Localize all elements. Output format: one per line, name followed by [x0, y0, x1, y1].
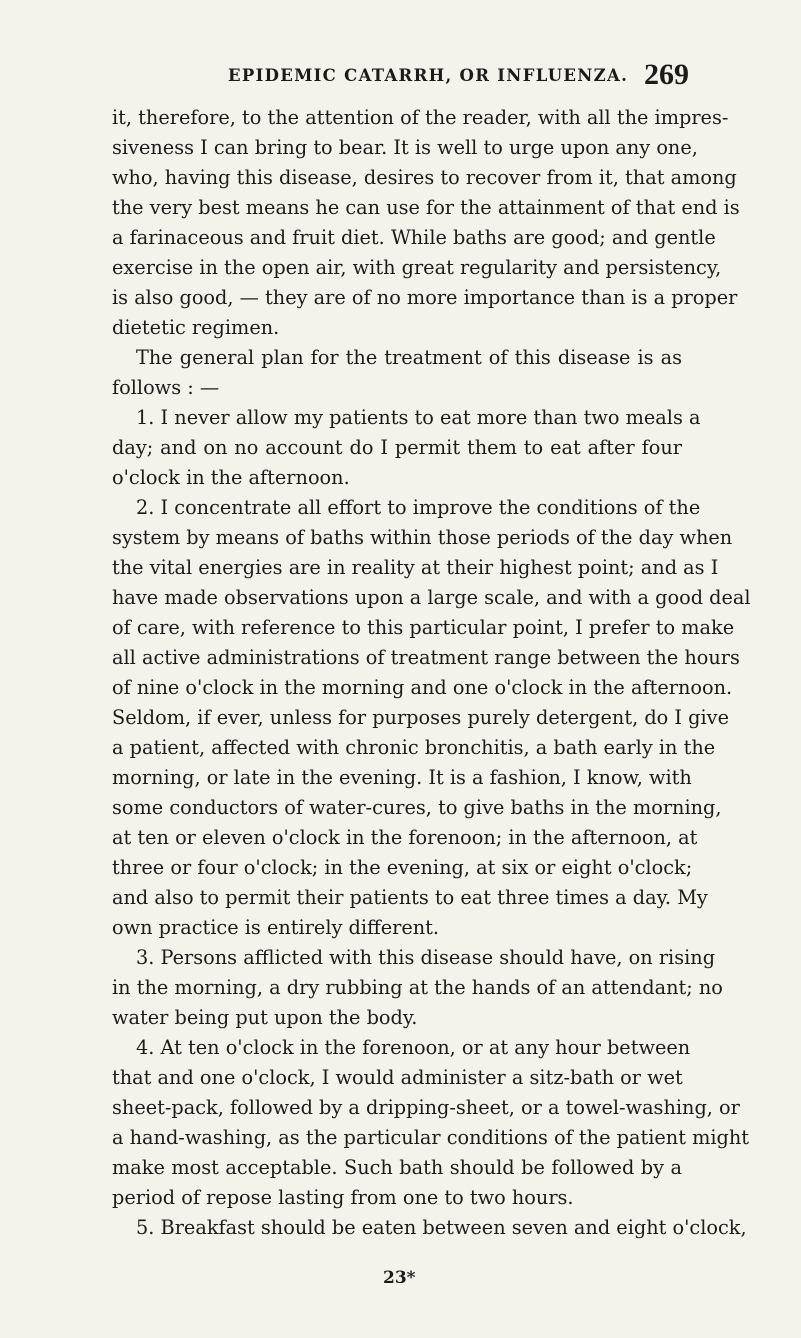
text-line: 1. I never allow my patients to eat more than two meals a [136, 406, 701, 429]
text-line: who, having this disease, desires to recover from it, that among [112, 166, 737, 189]
text-line: 4. At ten o'clock in the forenoon, or at any hour between [136, 1036, 691, 1059]
text-line: the vital energies are in reality at their highest point; and as I [112, 556, 719, 579]
text-line: it, therefore, to the attention of the reader, with all the impres- [112, 106, 729, 129]
text-line: a hand-washing, as the particular conditions of the patient might [112, 1126, 750, 1149]
text-line: some conductors of water-cures, to give baths in the morning, [112, 796, 722, 819]
text-line: make most acceptable. Such bath should be followed by a [112, 1156, 682, 1179]
text-line: siveness I can bring to bear. It is well to urge upon any one, [112, 136, 698, 159]
text-line: a farinaceous and fruit diet. While baths are good; and gentle [112, 226, 716, 249]
text-line: 3. Persons afflicted with this disease should have, on rising [136, 946, 716, 969]
text-line: at ten or eleven o'clock in the forenoon; in the afternoon, at [112, 826, 698, 849]
text-line: water being put upon the body. [112, 1006, 418, 1029]
text-line: of nine o'clock in the morning and one o'clock in the afternoon. [112, 676, 733, 699]
page-number: 269 [644, 58, 689, 91]
running-head: EPIDEMIC CATARRH, OR INFLUENZA. [228, 66, 629, 85]
signature-mark: 23* [383, 1268, 416, 1288]
text-line: the very best means he can use for the attainment of that end is [112, 196, 740, 219]
text-line: that and one o'clock, I would administer a sitz-bath or wet [112, 1066, 683, 1089]
text-line: sheet-pack, followed by a dripping-sheet, or a towel-washing, or [112, 1096, 740, 1119]
text-line: The general plan for the treatment of this disease is as [136, 346, 682, 369]
text-line: is also good, — they are of no more importance than is a proper [112, 286, 738, 309]
text-line: of care, with reference to this particular point, I prefer to make [112, 616, 735, 639]
text-line: period of repose lasting from one to two hours. [112, 1186, 574, 1209]
text-line: o'clock in the afternoon. [112, 466, 350, 489]
text-line: in the morning, a dry rubbing at the hands of an attendant; no [112, 976, 723, 999]
text-line: own practice is entirely different. [112, 916, 440, 939]
text-line: and also to permit their patients to eat three times a day. My [112, 886, 708, 909]
text-line: have made observations upon a large scale, and with a good deal [112, 586, 751, 609]
text-line: 2. I concentrate all effort to improve the conditions of the [136, 496, 701, 519]
text-line: three or four o'clock; in the evening, at six or eight o'clock; [112, 856, 693, 879]
text-line: Seldom, if ever, unless for purposes purely detergent, do I give [112, 706, 729, 729]
text-line: dietetic regimen. [112, 316, 280, 339]
text-line: morning, or late in the evening. It is a fashion, I know, with [112, 766, 692, 789]
text-line: exercise in the open air, with great regularity and persistency, [112, 256, 722, 279]
text-line: all active administrations of treatment range between the hours [112, 646, 740, 669]
text-line: 5. Breakfast should be eaten between seven and eight o'clock, [136, 1216, 747, 1239]
text-line: a patient, affected with chronic bronchitis, a bath early in the [112, 736, 716, 759]
text-line: system by means of baths within those periods of the day when [112, 526, 733, 549]
text-line: day; and on no account do I permit them to eat after four [112, 436, 682, 459]
text-line: follows : — [112, 376, 220, 399]
